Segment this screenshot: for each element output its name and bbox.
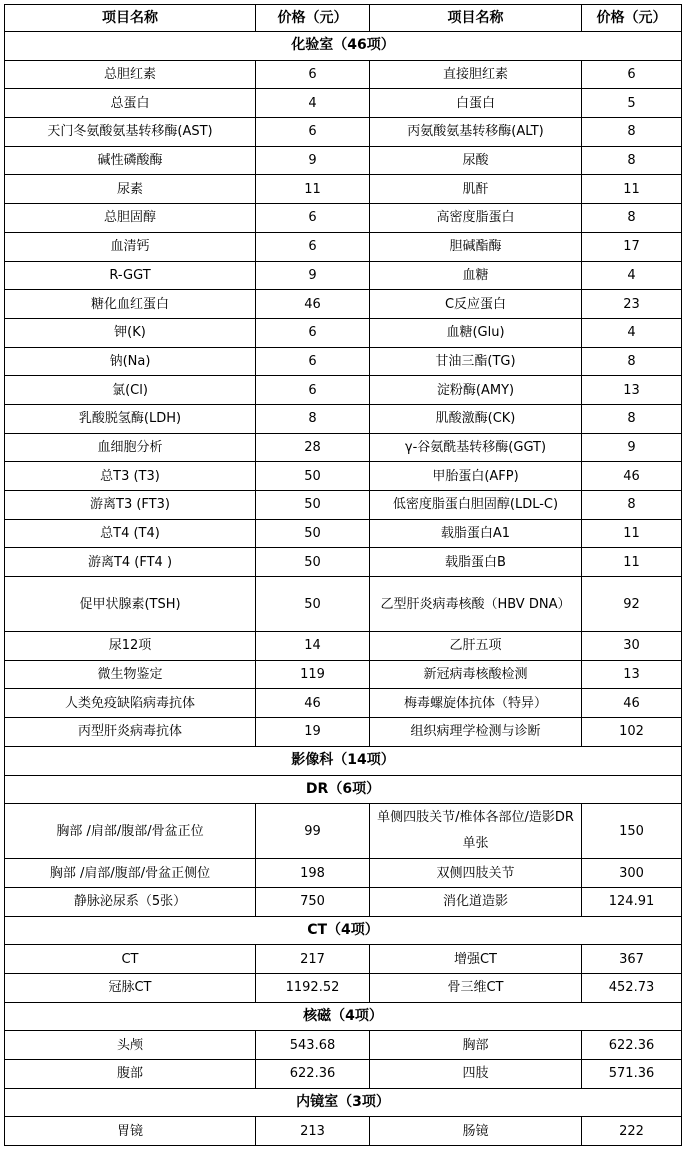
price-cell: 8 (582, 491, 682, 520)
item-name-cell: 人类免疫缺陷病毒抗体 (5, 689, 256, 718)
table-row (5, 1060, 682, 1089)
item-name-cell: 双侧四肢关节 (370, 859, 582, 888)
item-name-cell: 消化道造影 (370, 887, 582, 916)
price-cell: 17 (582, 232, 682, 261)
price-cell: 6 (582, 60, 682, 89)
price-cell: 11 (582, 548, 682, 577)
price-cell: 750 (256, 887, 370, 916)
table-row (5, 175, 682, 204)
price-cell: 6 (256, 118, 370, 147)
item-name-cell: 总胆红素 (5, 60, 256, 89)
item-name-cell: 氯(Cl) (5, 376, 256, 405)
item-name-cell: 直接胆红素 (370, 60, 582, 89)
item-name-cell: 肌酐 (370, 175, 582, 204)
item-name-cell: 总蛋白 (5, 89, 256, 118)
header-item-name-1: 项目名称 (5, 5, 256, 32)
table-row (5, 1031, 682, 1060)
item-name-cell: 载脂蛋白A1 (370, 519, 582, 548)
price-cell: 150 (582, 804, 682, 859)
table-row (5, 718, 682, 747)
price-cell: 19 (256, 718, 370, 747)
item-name-cell: 丙氨酸氨基转移酶(ALT) (370, 118, 582, 147)
price-cell: 6 (256, 318, 370, 347)
price-cell: 11 (582, 175, 682, 204)
price-cell: 4 (582, 261, 682, 290)
price-cell: 213 (256, 1117, 370, 1146)
item-name-cell: 单侧四肢关节/椎体各部位/造影DR单张 (370, 804, 582, 859)
table-row (5, 290, 682, 319)
item-name-cell: 尿12项 (5, 632, 256, 661)
table-row (5, 577, 682, 632)
price-cell: 124.91 (582, 887, 682, 916)
item-name-cell: 血清钙 (5, 232, 256, 261)
header-row (5, 5, 682, 32)
table-row (5, 973, 682, 1002)
table-row (5, 1117, 682, 1146)
item-name-cell: 冠脉CT (5, 973, 256, 1002)
table-row (5, 118, 682, 147)
table-row (5, 347, 682, 376)
table-row (5, 404, 682, 433)
table-row (5, 548, 682, 577)
table-row (5, 433, 682, 462)
item-name-cell: γ-谷氨酰基转移酶(GGT) (370, 433, 582, 462)
item-name-cell: 总T4 (T4) (5, 519, 256, 548)
item-name-cell: 钾(K) (5, 318, 256, 347)
item-name-cell: 胆碱酯酶 (370, 232, 582, 261)
item-name-cell: 四肢 (370, 1060, 582, 1089)
section-header-row (5, 775, 682, 804)
price-cell: 6 (256, 376, 370, 405)
price-cell: 28 (256, 433, 370, 462)
price-cell: 50 (256, 462, 370, 491)
price-cell: 102 (582, 718, 682, 747)
price-cell: 50 (256, 548, 370, 577)
item-name-cell: C反应蛋白 (370, 290, 582, 319)
item-name-cell: 碱性磷酸酶 (5, 146, 256, 175)
item-name-cell: 静脉泌尿系（5张） (5, 887, 256, 916)
price-cell: 622.36 (582, 1031, 682, 1060)
item-name-cell: 高密度脂蛋白 (370, 204, 582, 233)
price-cell: 571.36 (582, 1060, 682, 1089)
price-cell: 46 (582, 689, 682, 718)
header-price-1: 价格（元） (256, 5, 370, 32)
table-row (5, 804, 682, 859)
item-name-cell: 胃镜 (5, 1117, 256, 1146)
item-name-cell: 血糖 (370, 261, 582, 290)
item-name-cell: 头颅 (5, 1031, 256, 1060)
item-name-cell: 胸部 (370, 1031, 582, 1060)
item-name-cell: 乳酸脱氢酶(LDH) (5, 404, 256, 433)
item-name-cell: 白蛋白 (370, 89, 582, 118)
price-cell: 9 (256, 261, 370, 290)
table-row (5, 60, 682, 89)
price-cell: 11 (256, 175, 370, 204)
price-cell: 6 (256, 60, 370, 89)
item-name-cell: 载脂蛋白B (370, 548, 582, 577)
table-row (5, 491, 682, 520)
table-row (5, 859, 682, 888)
item-name-cell: 甘油三酯(TG) (370, 347, 582, 376)
table-row (5, 146, 682, 175)
item-name-cell: 乙肝五项 (370, 632, 582, 661)
price-cell: 4 (256, 89, 370, 118)
price-cell: 622.36 (256, 1060, 370, 1089)
table-row (5, 519, 682, 548)
table-row (5, 462, 682, 491)
item-name-cell: 肠镜 (370, 1117, 582, 1146)
section-header-row (5, 916, 682, 945)
item-name-cell: 钠(Na) (5, 347, 256, 376)
table-row (5, 261, 682, 290)
table-row (5, 945, 682, 974)
item-name-cell: 血细胞分析 (5, 433, 256, 462)
table-row (5, 232, 682, 261)
price-cell: 99 (256, 804, 370, 859)
price-cell: 9 (256, 146, 370, 175)
item-name-cell: 总胆固醇 (5, 204, 256, 233)
price-cell: 300 (582, 859, 682, 888)
table-row (5, 660, 682, 689)
price-cell: 222 (582, 1117, 682, 1146)
table-row (5, 376, 682, 405)
price-cell: 8 (256, 404, 370, 433)
price-cell: 6 (256, 347, 370, 376)
item-name-cell: 微生物鉴定 (5, 660, 256, 689)
item-name-cell: 组织病理学检测与诊断 (370, 718, 582, 747)
item-name-cell: 甲胎蛋白(AFP) (370, 462, 582, 491)
section-header-row (5, 32, 682, 61)
section-title: 内镜室（3项） (5, 1088, 682, 1117)
table-row (5, 689, 682, 718)
price-cell: 92 (582, 577, 682, 632)
item-name-cell: 腹部 (5, 1060, 256, 1089)
price-cell: 5 (582, 89, 682, 118)
item-name-cell: 乙型肝炎病毒核酸（HBV DNA） (370, 577, 582, 632)
item-name-cell: 促甲状腺素(TSH) (5, 577, 256, 632)
price-cell: 1192.52 (256, 973, 370, 1002)
price-cell: 8 (582, 146, 682, 175)
item-name-cell: 总T3 (T3) (5, 462, 256, 491)
item-name-cell: 尿酸 (370, 146, 582, 175)
price-cell: 13 (582, 376, 682, 405)
price-cell: 452.73 (582, 973, 682, 1002)
price-cell: 8 (582, 347, 682, 376)
item-name-cell: 低密度脂蛋白胆固醇(LDL-C) (370, 491, 582, 520)
table-row (5, 632, 682, 661)
price-cell: 8 (582, 404, 682, 433)
section-header-row (5, 1002, 682, 1031)
price-cell: 8 (582, 204, 682, 233)
table-row (5, 318, 682, 347)
price-cell: 14 (256, 632, 370, 661)
price-cell: 4 (582, 318, 682, 347)
item-name-cell: 血糖(Glu) (370, 318, 582, 347)
item-name-cell: 肌酸激酶(CK) (370, 404, 582, 433)
item-name-cell: 梅毒螺旋体抗体（特异） (370, 689, 582, 718)
price-cell: 543.68 (256, 1031, 370, 1060)
price-cell: 46 (256, 290, 370, 319)
price-cell: 50 (256, 577, 370, 632)
price-cell: 50 (256, 491, 370, 520)
item-name-cell: CT (5, 945, 256, 974)
item-name-cell: 新冠病毒核酸检测 (370, 660, 582, 689)
section-title: DR（6项） (5, 775, 682, 804)
section-title: 影像科（14项） (5, 746, 682, 775)
item-name-cell: 丙型肝炎病毒抗体 (5, 718, 256, 747)
price-cell: 13 (582, 660, 682, 689)
price-cell: 11 (582, 519, 682, 548)
price-cell: 198 (256, 859, 370, 888)
price-cell: 30 (582, 632, 682, 661)
table-row (5, 887, 682, 916)
item-name-cell: 游离T4 (FT4 ) (5, 548, 256, 577)
item-name-cell: 骨三维CT (370, 973, 582, 1002)
item-name-cell: 游离T3 (FT3) (5, 491, 256, 520)
table-row (5, 204, 682, 233)
price-cell: 6 (256, 232, 370, 261)
item-name-cell: 胸部 /肩部/腹部/骨盆正位 (5, 804, 256, 859)
price-cell: 119 (256, 660, 370, 689)
item-name-cell: R-GGT (5, 261, 256, 290)
section-title: 化验室（46项） (5, 32, 682, 61)
item-name-cell: 糖化血红蛋白 (5, 290, 256, 319)
price-cell: 8 (582, 118, 682, 147)
item-name-cell: 尿素 (5, 175, 256, 204)
table-body (5, 5, 682, 1146)
price-cell: 23 (582, 290, 682, 319)
price-cell: 46 (582, 462, 682, 491)
price-cell: 50 (256, 519, 370, 548)
item-name-cell: 增强CT (370, 945, 582, 974)
section-header-row (5, 1088, 682, 1117)
section-header-row (5, 746, 682, 775)
price-cell: 46 (256, 689, 370, 718)
section-title: 核磁（4项） (5, 1002, 682, 1031)
table-row (5, 89, 682, 118)
price-cell: 9 (582, 433, 682, 462)
price-cell: 367 (582, 945, 682, 974)
price-cell: 6 (256, 204, 370, 233)
header-price-2: 价格（元） (582, 5, 682, 32)
section-title: CT（4项） (5, 916, 682, 945)
price-cell: 217 (256, 945, 370, 974)
item-name-cell: 胸部 /肩部/腹部/骨盆正侧位 (5, 859, 256, 888)
item-name-cell: 天门冬氨酸氨基转移酶(AST) (5, 118, 256, 147)
item-name-cell: 淀粉酶(AMY) (370, 376, 582, 405)
header-item-name-2: 项目名称 (370, 5, 582, 32)
price-table (4, 4, 682, 1146)
